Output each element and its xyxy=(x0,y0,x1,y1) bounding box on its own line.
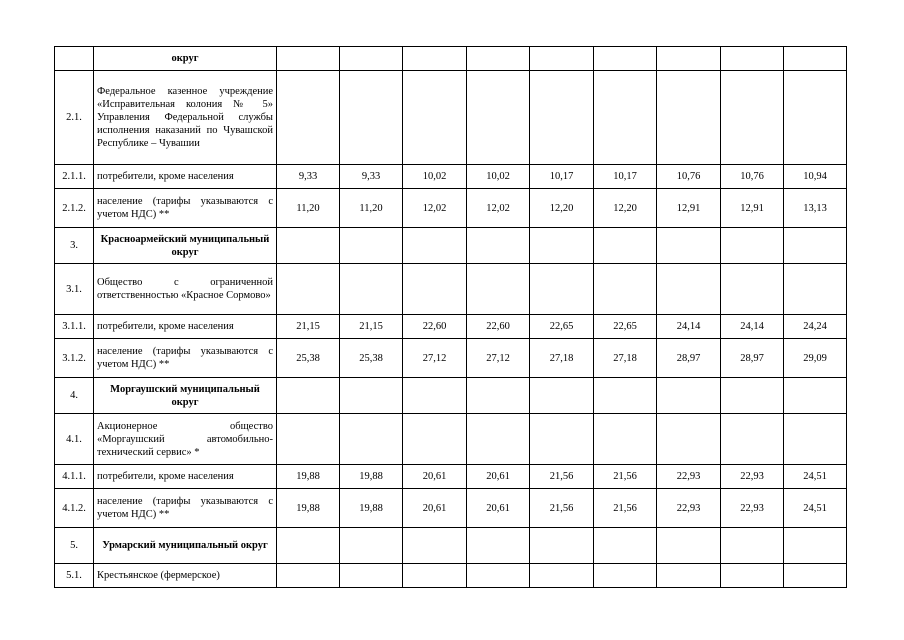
tariff-value: 24,51 xyxy=(784,465,847,489)
tariff-value xyxy=(721,71,784,165)
tariff-value xyxy=(721,378,784,414)
tariff-value: 19,88 xyxy=(340,465,403,489)
tariff-value: 19,88 xyxy=(277,489,340,528)
tariff-value: 22,93 xyxy=(657,465,721,489)
tariff-value xyxy=(721,264,784,315)
tariff-value: 9,33 xyxy=(340,165,403,189)
table-row xyxy=(55,47,847,71)
tariff-value: 20,61 xyxy=(403,465,467,489)
tariff-value: 9,33 xyxy=(277,165,340,189)
table-row xyxy=(55,189,847,228)
tariff-value: 12,91 xyxy=(657,189,721,228)
tariff-value xyxy=(594,71,657,165)
tariff-value xyxy=(594,228,657,264)
tariff-value: 20,61 xyxy=(403,489,467,528)
tariff-value: 12,20 xyxy=(530,189,594,228)
row-number xyxy=(55,47,94,71)
tariff-value xyxy=(530,564,594,588)
tariff-value xyxy=(657,47,721,71)
tariff-value: 20,61 xyxy=(467,465,530,489)
tariff-value xyxy=(340,47,403,71)
row-number: 4.1.2. xyxy=(55,489,94,528)
tariff-value: 27,12 xyxy=(467,339,530,378)
table-row xyxy=(55,414,847,465)
tariff-value: 20,61 xyxy=(467,489,530,528)
row-number: 3.1.1. xyxy=(55,315,94,339)
tariff-value: 24,14 xyxy=(657,315,721,339)
tariff-value: 22,65 xyxy=(530,315,594,339)
tariff-value xyxy=(594,414,657,465)
tariff-value xyxy=(467,528,530,564)
table-row xyxy=(55,339,847,378)
tariff-value xyxy=(277,564,340,588)
tariff-value xyxy=(530,528,594,564)
row-number: 2.1. xyxy=(55,71,94,165)
table-row xyxy=(55,71,847,165)
tariff-value xyxy=(721,564,784,588)
tariff-value xyxy=(530,264,594,315)
tariff-value xyxy=(467,564,530,588)
tariff-value xyxy=(277,528,340,564)
tariff-value xyxy=(277,264,340,315)
row-number: 3.1.2. xyxy=(55,339,94,378)
tariff-value xyxy=(340,414,403,465)
tariff-value: 25,38 xyxy=(340,339,403,378)
tariff-value xyxy=(784,71,847,165)
district-name: Красноармейский муниципальный округ xyxy=(94,228,277,264)
table-row xyxy=(55,528,847,564)
tariff-value xyxy=(594,564,657,588)
tariff-value: 21,56 xyxy=(530,489,594,528)
tariff-value: 10,76 xyxy=(721,165,784,189)
tariff-value xyxy=(657,378,721,414)
tariff-value xyxy=(403,414,467,465)
tariff-value: 22,65 xyxy=(594,315,657,339)
tariff-value xyxy=(277,378,340,414)
tariff-value xyxy=(657,414,721,465)
tariff-value xyxy=(403,564,467,588)
tariff-value: 10,17 xyxy=(530,165,594,189)
tariff-value: 19,88 xyxy=(340,489,403,528)
tariff-value: 12,02 xyxy=(467,189,530,228)
tariff-value: 25,38 xyxy=(277,339,340,378)
tariff-value: 21,56 xyxy=(594,489,657,528)
tariff-value xyxy=(467,414,530,465)
tariff-value: 22,60 xyxy=(467,315,530,339)
tariff-value xyxy=(403,528,467,564)
table-row xyxy=(55,564,847,588)
tariff-value: 13,13 xyxy=(784,189,847,228)
tariff-value xyxy=(784,228,847,264)
tariff-value xyxy=(594,528,657,564)
tariff-value xyxy=(530,414,594,465)
tariff-value: 24,24 xyxy=(784,315,847,339)
tariff-value: 28,97 xyxy=(721,339,784,378)
row-number: 4.1. xyxy=(55,414,94,465)
tariff-value xyxy=(277,71,340,165)
tariff-value: 21,56 xyxy=(530,465,594,489)
tariff-value xyxy=(530,228,594,264)
tariff-table xyxy=(54,46,847,588)
tariff-value xyxy=(277,414,340,465)
row-number: 4. xyxy=(55,378,94,414)
tariff-value xyxy=(657,264,721,315)
tariff-value xyxy=(467,264,530,315)
tariff-value xyxy=(340,564,403,588)
row-number: 3. xyxy=(55,228,94,264)
row-description: потребители, кроме населения xyxy=(94,165,277,189)
tariff-value xyxy=(403,264,467,315)
table-row xyxy=(55,465,847,489)
tariff-value: 22,60 xyxy=(403,315,467,339)
tariff-value: 21,56 xyxy=(594,465,657,489)
tariff-value: 22,93 xyxy=(721,489,784,528)
tariff-value xyxy=(467,378,530,414)
tariff-value: 10,94 xyxy=(784,165,847,189)
row-number: 3.1. xyxy=(55,264,94,315)
tariff-value: 11,20 xyxy=(340,189,403,228)
tariff-value: 21,15 xyxy=(340,315,403,339)
tariff-value xyxy=(403,47,467,71)
tariff-value xyxy=(340,264,403,315)
tariff-value xyxy=(657,71,721,165)
row-description: потребители, кроме населения xyxy=(94,465,277,489)
tariff-value: 11,20 xyxy=(277,189,340,228)
row-description: Общество с ограниченной ответственностью «Красное Сормово» xyxy=(94,264,277,315)
tariff-value xyxy=(594,264,657,315)
row-number: 2.1.2. xyxy=(55,189,94,228)
tariff-value: 12,20 xyxy=(594,189,657,228)
row-description: Федеральное казенное учреждение «Исправительная колония № 5» Управления Федеральной службы исполнения наказаний по Чувашской Республике – Чувашии xyxy=(94,71,277,165)
tariff-value: 12,91 xyxy=(721,189,784,228)
tariff-value xyxy=(277,47,340,71)
tariff-value: 22,93 xyxy=(657,489,721,528)
tariff-value: 24,51 xyxy=(784,489,847,528)
tariff-value xyxy=(594,378,657,414)
row-description: население (тарифы указываются с учетом НДС) ** xyxy=(94,339,277,378)
tariff-value xyxy=(784,564,847,588)
tariff-value xyxy=(721,414,784,465)
table-row xyxy=(55,165,847,189)
row-description: население (тарифы указываются с учетом НДС) ** xyxy=(94,189,277,228)
tariff-value xyxy=(403,378,467,414)
tariff-value xyxy=(721,47,784,71)
tariff-value xyxy=(784,47,847,71)
tariff-value xyxy=(340,528,403,564)
tariff-value: 27,18 xyxy=(530,339,594,378)
row-description: Крестьянское (фермерское) xyxy=(94,564,277,588)
tariff-value: 27,12 xyxy=(403,339,467,378)
tariff-value xyxy=(784,264,847,315)
tariff-value: 19,88 xyxy=(277,465,340,489)
table-row xyxy=(55,489,847,528)
tariff-value: 22,93 xyxy=(721,465,784,489)
table-row xyxy=(55,378,847,414)
tariff-value: 10,02 xyxy=(467,165,530,189)
tariff-value xyxy=(530,378,594,414)
tariff-value xyxy=(403,228,467,264)
tariff-value: 10,02 xyxy=(403,165,467,189)
tariff-value xyxy=(784,378,847,414)
table-row xyxy=(55,228,847,264)
tariff-value xyxy=(467,47,530,71)
district-name: округ xyxy=(94,47,277,71)
tariff-value: 28,97 xyxy=(657,339,721,378)
row-number: 2.1.1. xyxy=(55,165,94,189)
row-number: 5.1. xyxy=(55,564,94,588)
tariff-value xyxy=(277,228,340,264)
tariff-value: 12,02 xyxy=(403,189,467,228)
tariff-value xyxy=(657,528,721,564)
tariff-value xyxy=(721,528,784,564)
tariff-value: 27,18 xyxy=(594,339,657,378)
tariff-value xyxy=(784,414,847,465)
tariff-value xyxy=(467,228,530,264)
tariff-value xyxy=(784,528,847,564)
tariff-value: 21,15 xyxy=(277,315,340,339)
row-number: 5. xyxy=(55,528,94,564)
row-description: население (тарифы указываются с учетом НДС) ** xyxy=(94,489,277,528)
district-name: Урмарский муниципальный округ xyxy=(94,528,277,564)
table-row xyxy=(55,315,847,339)
tariff-value: 10,17 xyxy=(594,165,657,189)
tariff-value xyxy=(657,564,721,588)
tariff-value: 24,14 xyxy=(721,315,784,339)
tariff-value: 29,09 xyxy=(784,339,847,378)
tariff-value xyxy=(721,228,784,264)
tariff-value xyxy=(594,47,657,71)
tariff-value xyxy=(340,378,403,414)
tariff-value xyxy=(340,228,403,264)
row-description: потребители, кроме населения xyxy=(94,315,277,339)
tariff-value xyxy=(657,228,721,264)
district-name: Моргаушский муниципальный округ xyxy=(94,378,277,414)
tariff-value xyxy=(530,71,594,165)
tariff-value xyxy=(467,71,530,165)
table-row xyxy=(55,264,847,315)
tariff-value: 10,76 xyxy=(657,165,721,189)
tariff-value xyxy=(403,71,467,165)
tariff-value xyxy=(340,71,403,165)
row-description: Акционерное общество «Моргаушский автомобильно-технический сервис» * xyxy=(94,414,277,465)
row-number: 4.1.1. xyxy=(55,465,94,489)
tariff-value xyxy=(530,47,594,71)
